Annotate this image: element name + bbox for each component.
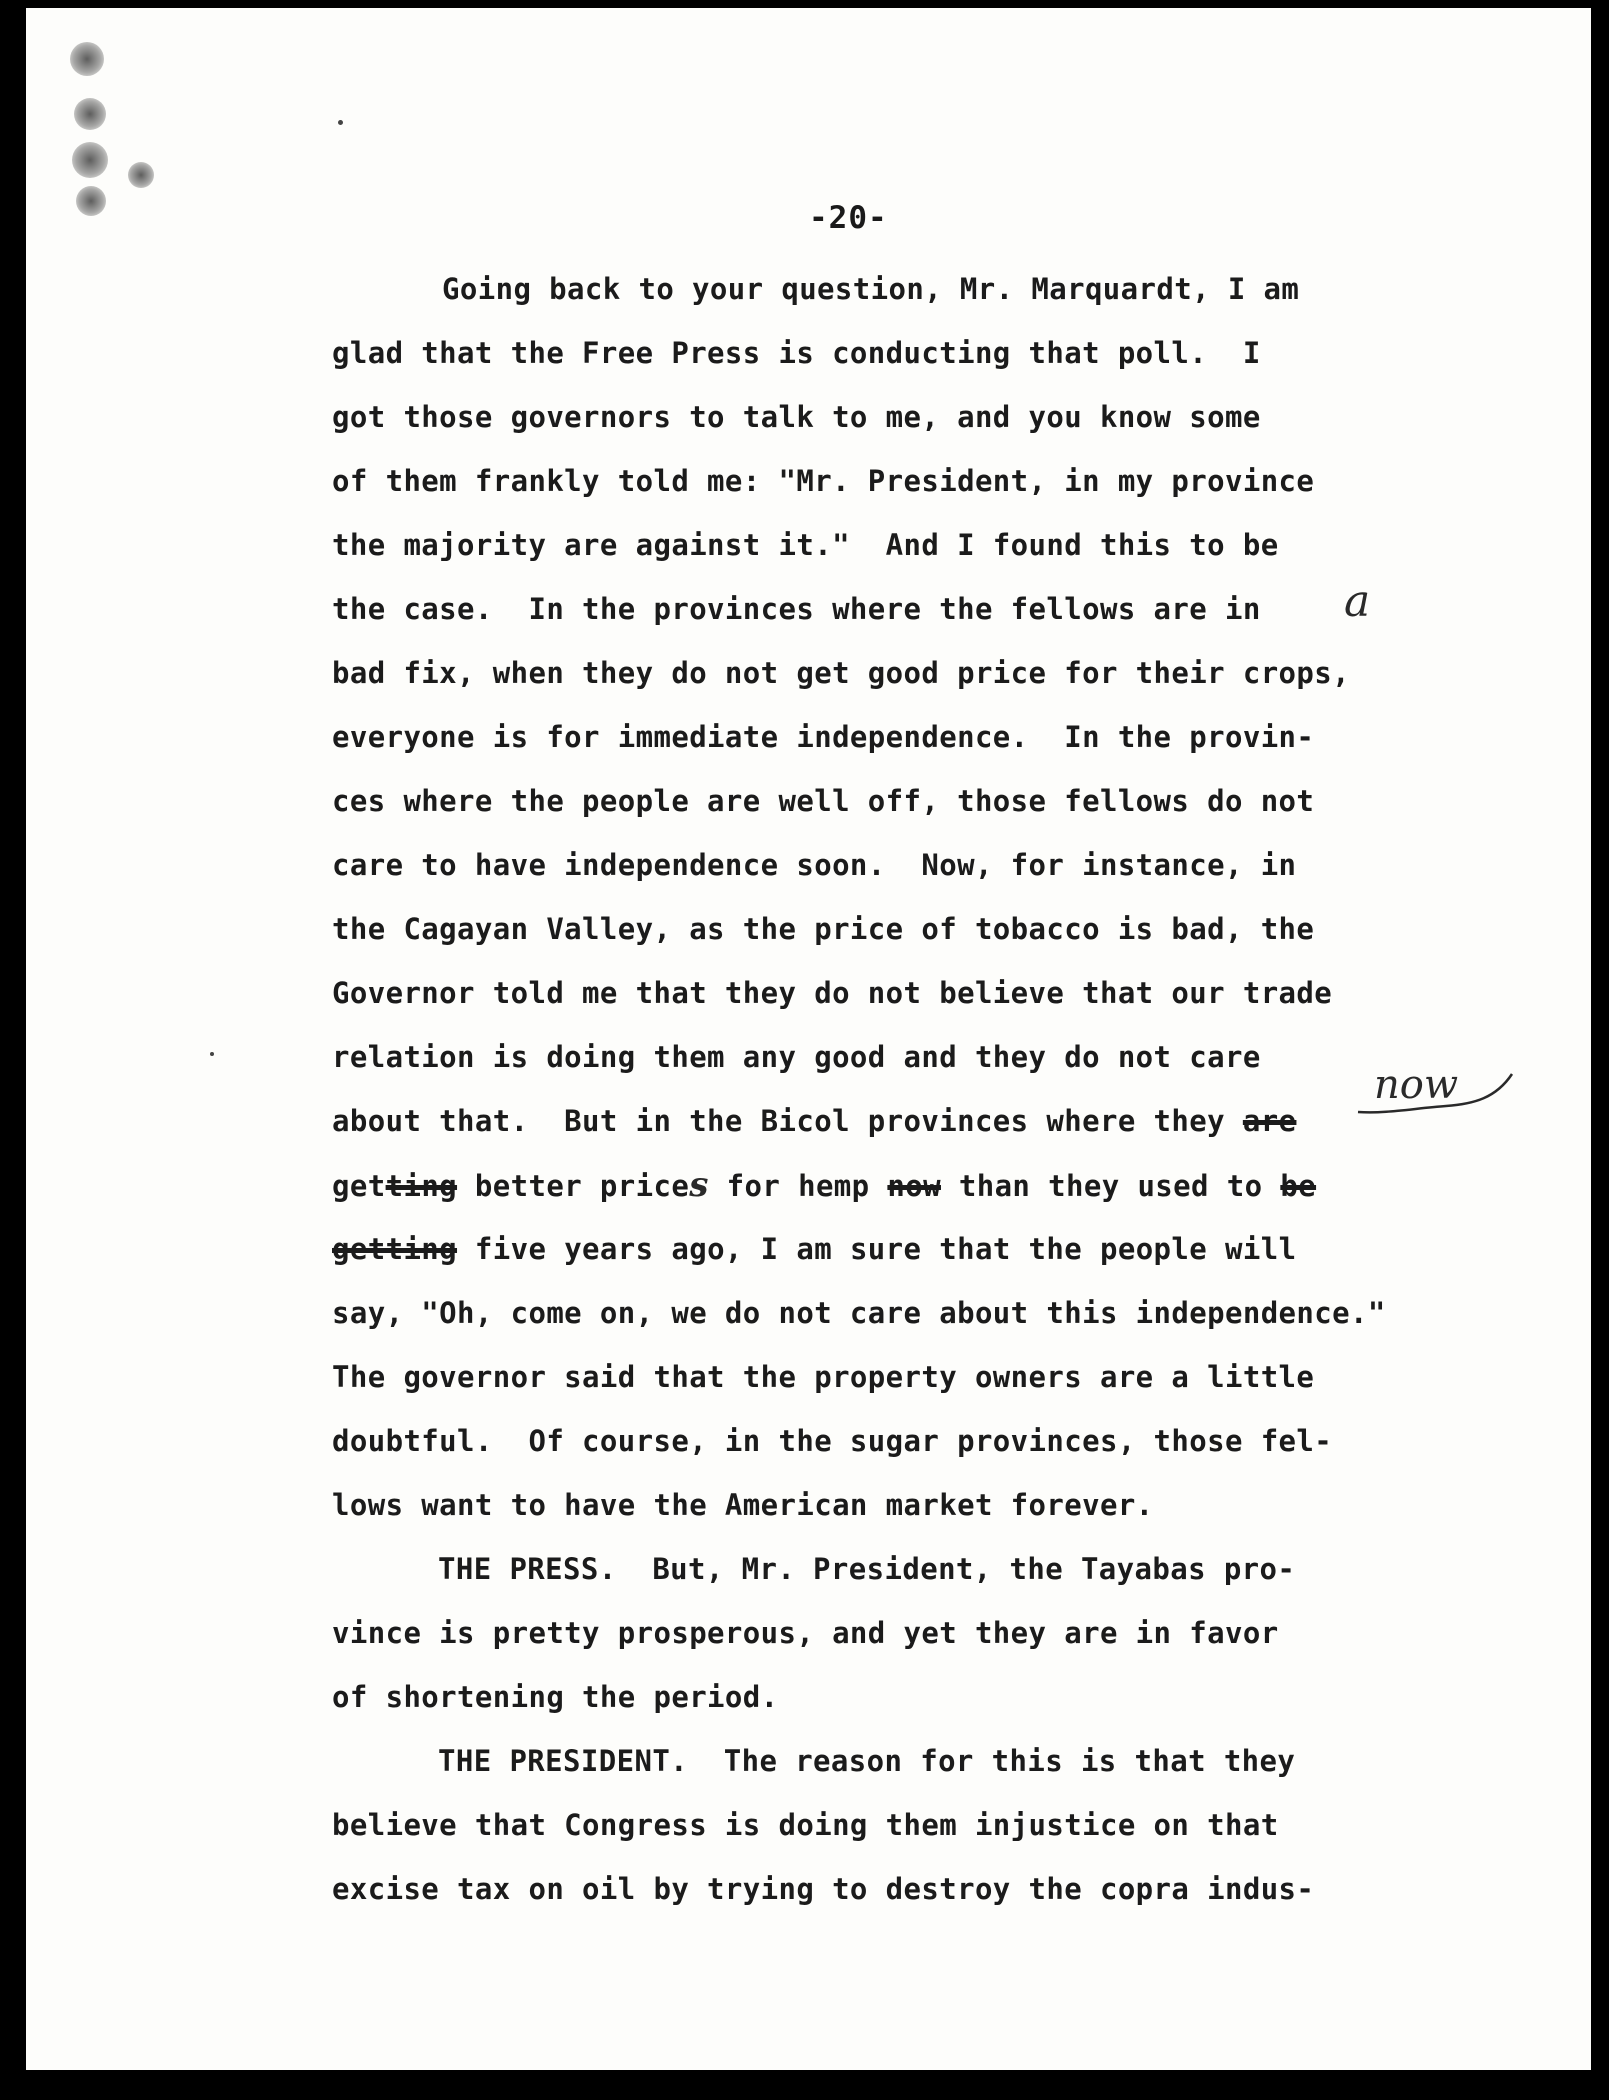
ink-speck [210, 1052, 214, 1056]
text-line: doubtful. Of course, in the sugar provinces, those fel- [332, 1424, 1333, 1458]
text-line: care to have independence soon. Now, for instance, in [332, 848, 1297, 882]
text-line: the Cagayan Valley, as the price of tobacco is bad, the [332, 912, 1315, 946]
text-line: believe that Congress is doing them injustice on that [332, 1808, 1279, 1842]
text-line: of them frankly told me: "Mr. President, in my province [332, 464, 1315, 498]
handwritten-insertion-now: now [1374, 1062, 1459, 1108]
text-line: lows want to have the American market forever. [332, 1488, 1154, 1522]
handwritten-insertion-a: a [1344, 576, 1371, 627]
text-line [332, 1232, 1296, 1266]
punch-hole-smudge [70, 42, 104, 76]
text-line: the case. In the provinces where the fellows are in [332, 592, 1261, 626]
punch-hole-smudge [128, 162, 154, 188]
text-line: Governor told me that they do not believe that our trade [332, 976, 1333, 1010]
text-line: THE PRESS. But, Mr. President, the Tayabas pro- [438, 1552, 1296, 1586]
text-span: about that. But in the Bicol provinces where they [332, 1104, 1243, 1138]
struck-word: ting [385, 1169, 458, 1203]
text-span: get [332, 1169, 386, 1203]
text-line: relation is doing them any good and they do not care [332, 1040, 1261, 1074]
text-line: glad that the Free Press is conducting that poll. I [332, 336, 1261, 370]
struck-word: are [1242, 1104, 1297, 1138]
text-span: better price [457, 1169, 690, 1203]
ink-speck [338, 120, 343, 125]
text-line: Going back to your question, Mr. Marquardt, I am [442, 272, 1300, 306]
text-line: bad fix, when they do not get good price for their crops, [332, 656, 1350, 690]
struck-word: be [1280, 1169, 1317, 1203]
struck-word: now [887, 1169, 941, 1203]
punch-hole-smudge [72, 142, 108, 178]
text-line [332, 1104, 1296, 1138]
text-span: five years ago, I am sure that the people will [457, 1232, 1297, 1266]
text-line: of shortening the period. [332, 1680, 779, 1714]
text-line: everyone is for immediate independence. In the provin- [332, 720, 1315, 754]
text-line: The governor said that the property owners are a little [332, 1360, 1315, 1394]
text-line [332, 1165, 1317, 1205]
text-line: THE PRESIDENT. The reason for this is that they [438, 1744, 1296, 1778]
text-span: for hemp [708, 1169, 888, 1203]
text-line: the majority are against it." And I found this to be [332, 528, 1279, 562]
text-line: say, "Oh, come on, we do not care about this independence." [332, 1296, 1386, 1330]
page-number: -20- [809, 200, 888, 236]
handwritten-caret-stroke [1356, 1068, 1516, 1118]
text-line: vince is pretty prosperous, and yet they are in favor [332, 1616, 1279, 1650]
text-line: ces where the people are well off, those fellows do not [332, 784, 1315, 818]
handwritten-insertion-s: s [689, 1165, 709, 1205]
document-page [26, 8, 1591, 2070]
text-line: excise tax on oil by trying to destroy the copra indus- [332, 1872, 1315, 1906]
punch-hole-smudge [74, 98, 106, 130]
text-span: than they used to [940, 1169, 1281, 1203]
text-line: got those governors to talk to me, and you know some [332, 400, 1261, 434]
struck-word: getting [332, 1232, 458, 1266]
punch-hole-smudge [76, 186, 106, 216]
